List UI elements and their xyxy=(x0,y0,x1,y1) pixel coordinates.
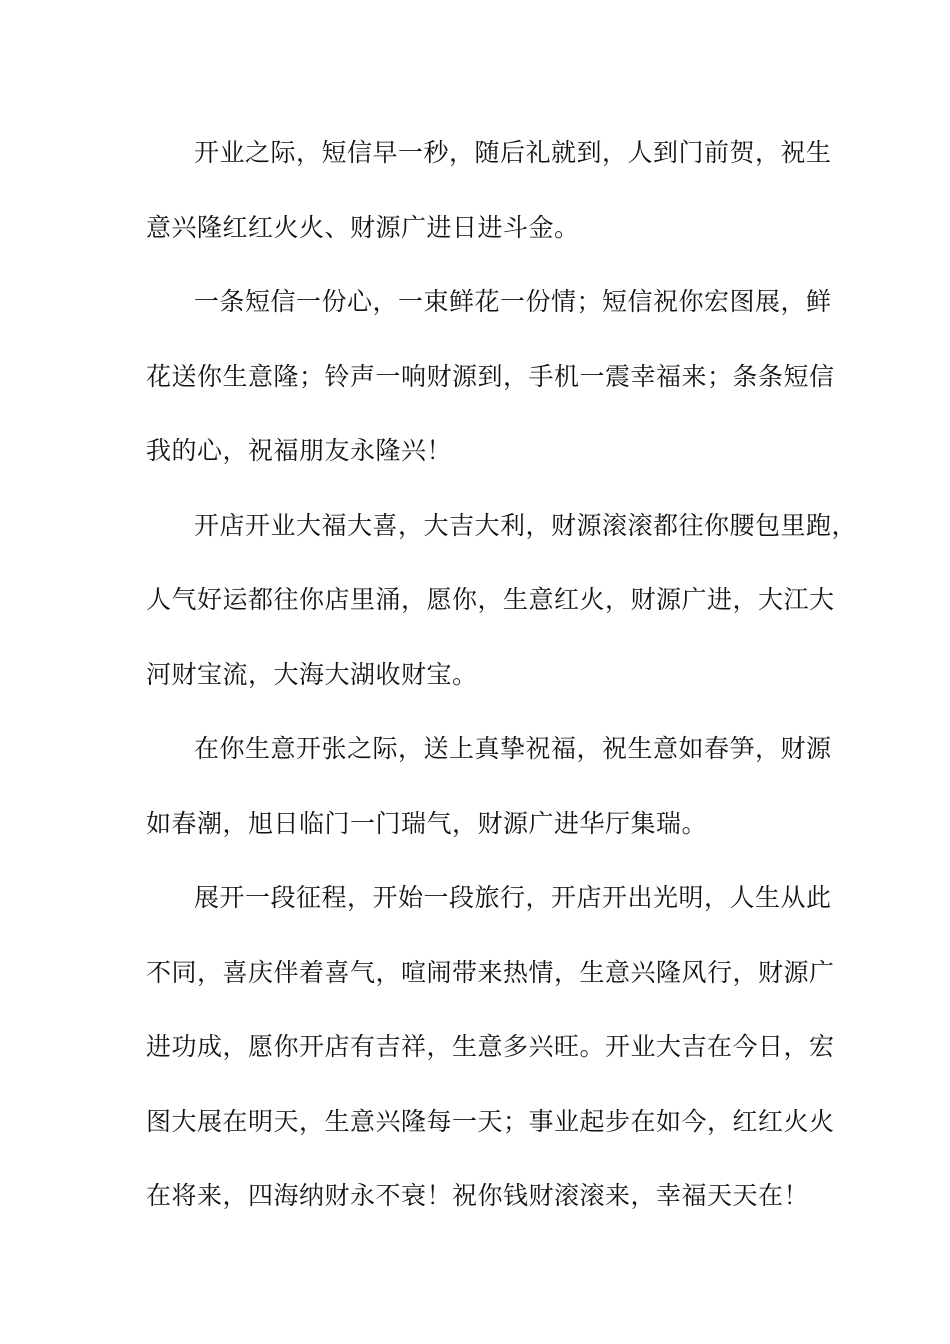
paragraph-line: 如春潮，旭日临门一门瑞气，财源广进华厅集瑞。 xyxy=(146,808,708,838)
paragraph-line: 我的心，祝福朋友永隆兴！ xyxy=(146,436,453,465)
paragraph-line: 不同，喜庆伴着喜气，喧闹带来热情，生意兴隆风行，财源广 xyxy=(146,957,835,987)
paragraph-line: 开店开业大福大喜，大吉大利，财源滚滚都往你腰包里跑， xyxy=(194,510,858,540)
paragraph-line: 一条短信一份心，一束鲜花一份情；短信祝你宏图展，鲜 xyxy=(194,287,832,316)
paragraph-line: 在将来，四海纳财永不衰！祝你钱财滚滚来，幸福天天在！ xyxy=(146,1181,810,1210)
paragraph-5 xyxy=(146,861,836,1234)
document-body xyxy=(146,116,858,1234)
paragraph-line: 人气好运都往你店里涌，愿你，生意红火，财源广进，大江大 xyxy=(146,585,835,614)
paragraph-2 xyxy=(146,265,836,489)
paragraph-line: 意兴隆红红火火、财源广进日进斗金。 xyxy=(146,212,580,242)
paragraph-line: 开业之际，短信早一秒，随后礼就到，人到门前贺，祝生 xyxy=(194,138,832,167)
paragraph-line: 进功成，愿你开店有吉祥，生意多兴旺。开业大吉在今日，宏 xyxy=(146,1032,835,1061)
paragraph-line: 花送你生意隆；铃声一响财源到，手机一震幸福来；条条短信 xyxy=(146,361,835,391)
paragraph-line: 在你生意开张之际，送上真挚祝福，祝生意如春笋，财源 xyxy=(194,734,832,763)
paragraph-1 xyxy=(146,116,836,265)
paragraph-line: 展开一段征程，开始一段旅行，开店开出光明，人生从此 xyxy=(194,883,832,912)
paragraph-line: 图大展在明天，生意兴隆每一天；事业起步在如今，红红火火 xyxy=(146,1106,835,1136)
paragraph-4 xyxy=(146,712,836,861)
paragraph-line: 河财宝流，大海大湖收财宝。 xyxy=(146,659,478,689)
paragraph-3 xyxy=(146,489,858,713)
